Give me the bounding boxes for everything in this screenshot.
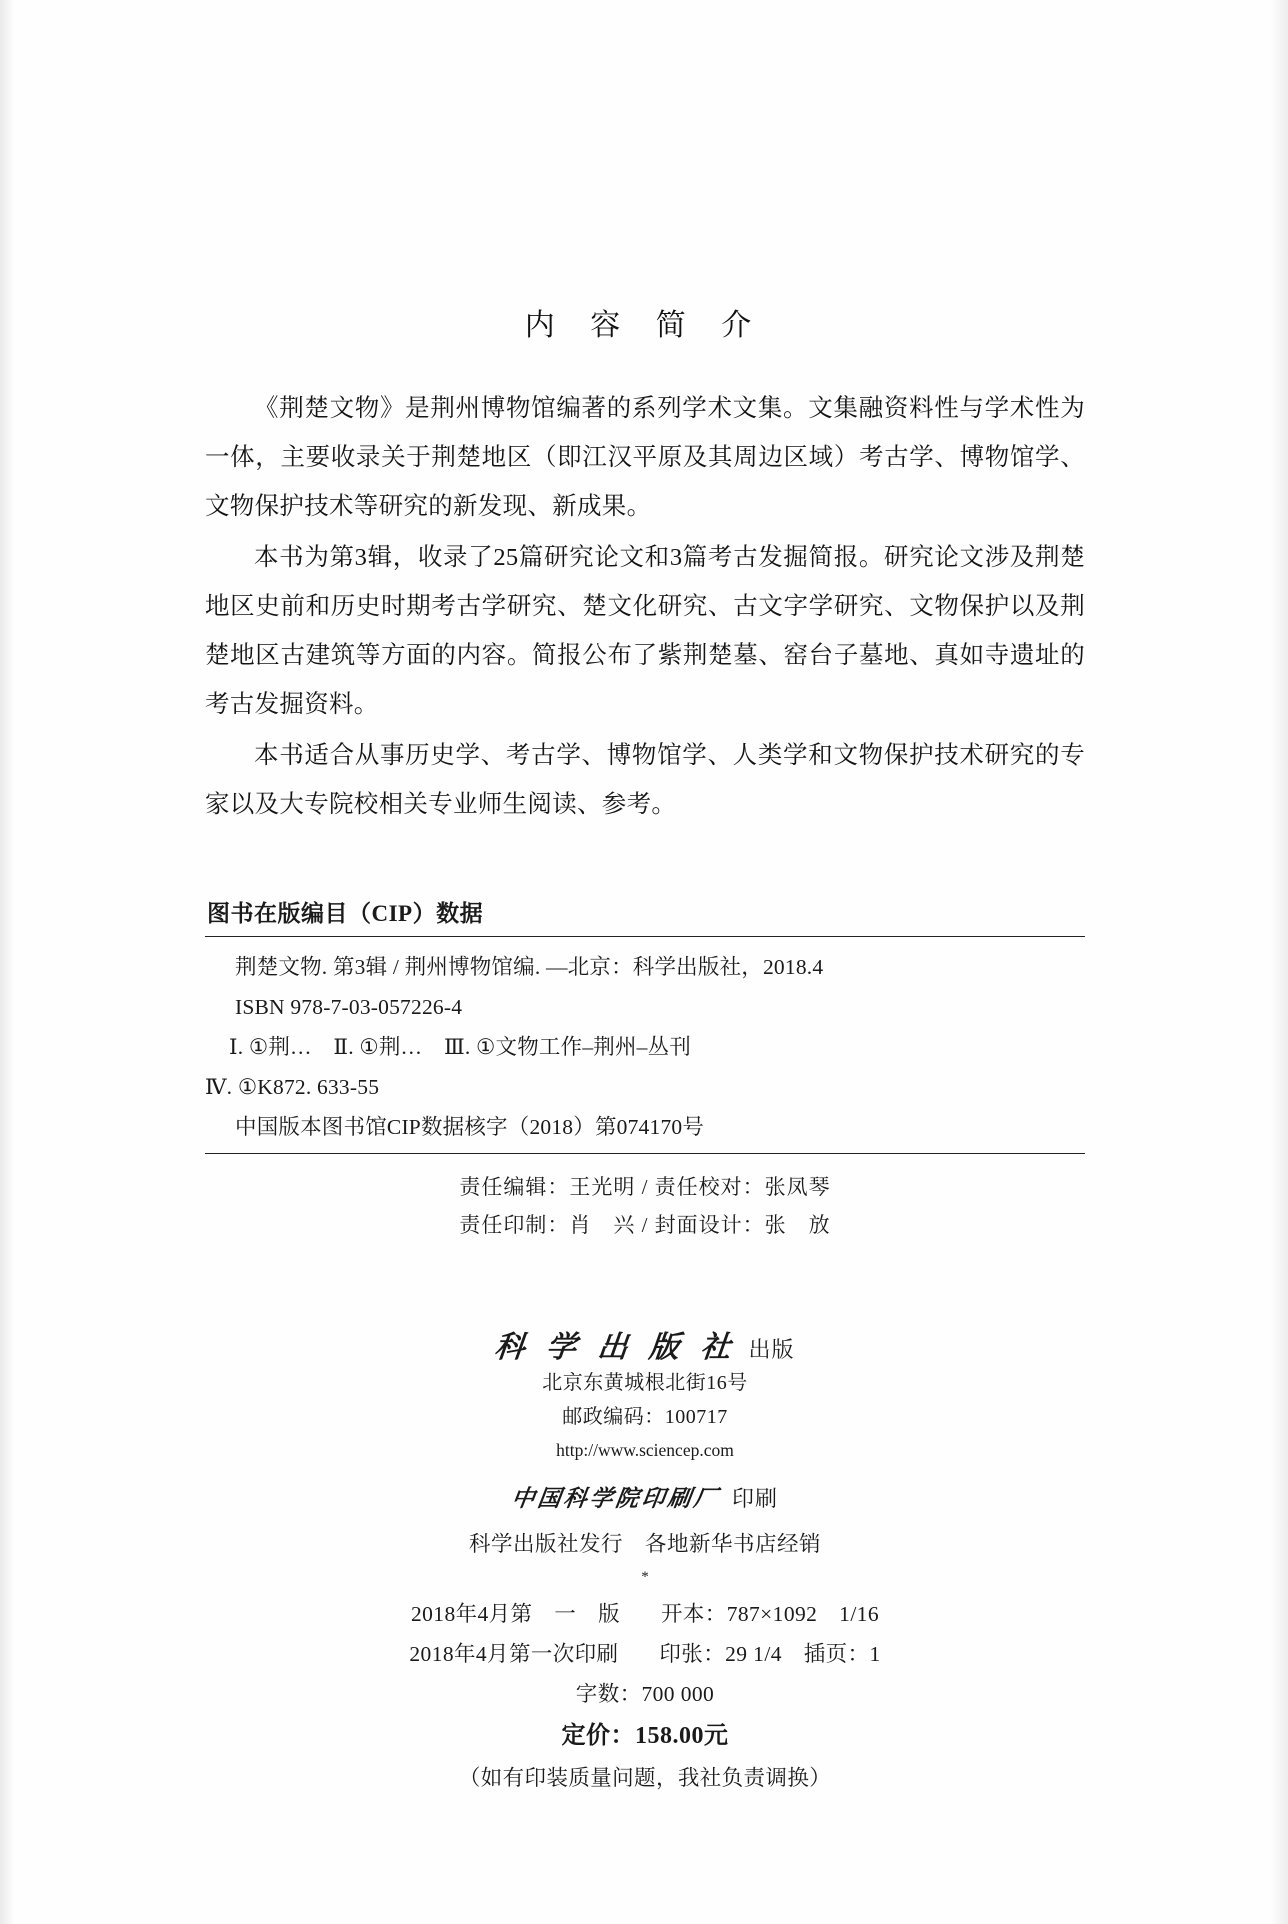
imprint-price: 定价：158.00元 xyxy=(561,1723,729,1749)
imprint-note: （如有印装质量问题，我社负责调换） xyxy=(458,1766,832,1790)
publisher-name: 科 学 出 版 社 xyxy=(493,1331,740,1364)
cip-line-classification: Ⅰ. ①荆… Ⅱ. ①荆… Ⅲ. ①文物工作–荆州–丛刊 xyxy=(229,1035,692,1059)
distribution-line: 科学出版社发行 各地新华书店经销 xyxy=(468,1532,821,1556)
page-content xyxy=(205,0,1085,1798)
imprint-row xyxy=(205,1594,1085,1634)
cip-line-classification-4: Ⅳ. ①K872. 633-55 xyxy=(205,1075,380,1099)
printer-line xyxy=(205,1480,1085,1513)
printer-name: 中国科学院印刷厂 xyxy=(509,1486,722,1511)
imprint-printing: 2018年4月第一次印刷 xyxy=(409,1642,619,1666)
publisher-name-line xyxy=(205,1322,1085,1366)
cip-lines xyxy=(205,937,1085,1153)
summary-paragraph: 《荆楚文物》是荆州博物馆编著的系列学术文集。文集融资料性与学术性为一体，主要收录关于荆楚地区（即江汉平原及其周边区域）考古学、博物馆学、文物保护技术等研究的新发现、新成果。 xyxy=(205,395,1085,520)
cip-line-isbn: ISBN 978-7-03-057226-4 xyxy=(235,995,463,1019)
staff-line-editor: 责任编辑：王光明 / 责任校对：张凤琴 xyxy=(459,1175,831,1199)
imprint-block xyxy=(205,1594,1085,1798)
imprint-sheets: 印张：29 1/4 插页：1 xyxy=(659,1642,881,1666)
staff-line-production: 责任印制：肖 兴 / 封面设计：张 放 xyxy=(459,1213,831,1237)
publisher-address: 北京东黄城根北街16号 xyxy=(542,1372,748,1394)
cip-block xyxy=(205,895,1085,1154)
content-summary xyxy=(205,384,1085,829)
cip-line-title: 荆楚文物. 第3辑 / 荆州博物馆编. —北京：科学出版社，2018.4 xyxy=(235,955,824,979)
separator-asterisk: * xyxy=(641,1569,649,1585)
summary-paragraph: 本书适合从事历史学、考古学、博物馆学、人类学和文物保护技术研究的专家以及大专院校相关专业师生阅读、参考。 xyxy=(205,742,1085,818)
imprint-format: 开本：787×1092 1/16 xyxy=(661,1602,879,1626)
imprint-wordcount: 字数：700 000 xyxy=(575,1682,715,1706)
summary-paragraph: 本书为第3辑，收录了25篇研究论文和3篇考古发掘简报。研究论文涉及荆楚地区史前和历史时期考古学研究、楚文化研究、古文字学研究、文物保护以及荆楚地区古建筑等方面的内容。简报公布了紫荆楚墓、窑台子墓地、真如寺遗址的考古发掘资料。 xyxy=(205,544,1085,718)
cip-line-registry: 中国版本图书馆CIP数据核字（2018）第074170号 xyxy=(235,1115,705,1139)
imprint-row xyxy=(205,1634,1085,1674)
page-title: 内 容 简 介 xyxy=(524,309,766,342)
cip-heading: 图书在版编目（CIP）数据 xyxy=(207,901,484,926)
publisher-suffix: 出版 xyxy=(748,1337,795,1362)
printer-suffix: 印刷 xyxy=(731,1486,778,1511)
staff-credits xyxy=(205,1154,1085,1244)
publisher-postcode: 邮政编码：100717 xyxy=(562,1406,728,1428)
publisher-url[interactable]: http://www.sciencep.com xyxy=(556,1440,734,1460)
imprint-edition: 2018年4月第 一 版 xyxy=(411,1602,621,1626)
publisher-block xyxy=(205,1322,1085,1798)
